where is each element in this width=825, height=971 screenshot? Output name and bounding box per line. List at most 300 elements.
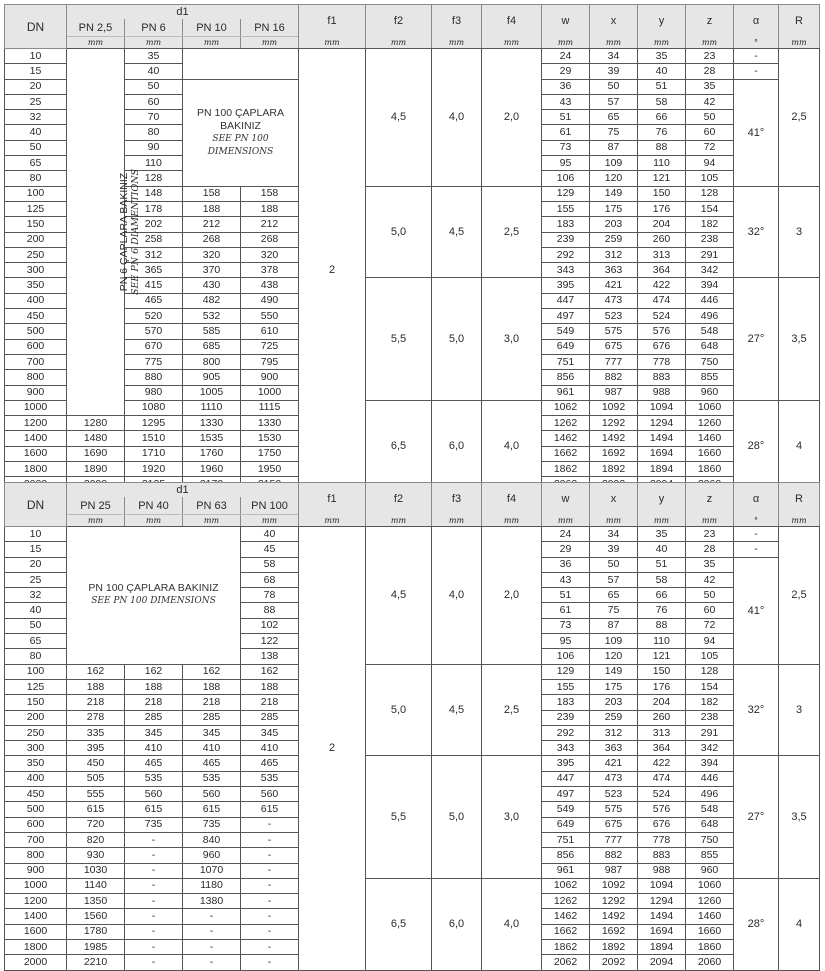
y-value: 676 [638,817,686,832]
y-value: 1694 [638,924,686,939]
d1-cell: - [241,924,299,939]
d1-cell: 202 [125,217,183,232]
unit-label: mm [241,515,299,527]
d1-cell: 1280 [67,416,125,431]
header-pn: PN 63 [183,497,241,515]
d1-cell: 615 [241,802,299,817]
z-value: 855 [686,848,734,863]
z-value: 960 [686,863,734,878]
dn-value: 250 [5,725,67,740]
x-value: 1292 [590,894,638,909]
unit-label: mm [638,37,686,49]
w-value: 1462 [542,909,590,924]
d1-cell: 570 [125,324,183,339]
dn-value: 350 [5,756,67,771]
header-f3: f3 [432,483,482,515]
alpha-value: 32° [734,664,779,756]
dn-value: 200 [5,710,67,725]
z-value: 182 [686,695,734,710]
unit-label: mm [542,515,590,527]
header-y: y [638,483,686,515]
x-value: 87 [590,618,638,633]
header-x: x [590,5,638,37]
dn-value: 2000 [5,955,67,970]
x-value: 39 [590,542,638,557]
note-text [118,169,142,295]
z-value: 154 [686,679,734,694]
header-f3: f3 [432,5,482,37]
header-pn: PN 25 [67,497,125,515]
d1-cell: 158 [183,186,241,201]
d1-cell: 905 [183,370,241,385]
x-value: 75 [590,603,638,618]
x-value: 1692 [590,446,638,461]
y-value: 676 [638,339,686,354]
w-value: 51 [542,110,590,125]
y-value: 40 [638,542,686,557]
d1-cell: 438 [241,278,299,293]
y-value: 988 [638,385,686,400]
f2-value: 5,5 [366,278,432,400]
y-value: 110 [638,156,686,171]
w-value: 51 [542,588,590,603]
d1-cell: 520 [125,309,183,324]
d1-cell: 450 [67,756,125,771]
d1-cell: 285 [241,710,299,725]
dn-value: 65 [5,156,67,171]
d1-cell: 410 [241,741,299,756]
d1-cell: 2210 [67,955,125,970]
z-value: 42 [686,94,734,109]
dn-value: 80 [5,171,67,186]
r-value: 3,5 [779,756,820,878]
d1-cell: - [125,863,183,878]
x-value: 987 [590,385,638,400]
f3-value: 4,5 [432,186,482,278]
note-english: SEE PN 6 DIAMENTIONS [130,168,142,295]
d1-cell: 80 [125,125,183,140]
w-value: 497 [542,787,590,802]
d1-cell: 535 [125,771,183,786]
d1-cell: 735 [125,817,183,832]
z-value: 182 [686,217,734,232]
d1-cell: 188 [125,679,183,694]
d1-cell: 60 [125,94,183,109]
d1-cell: 615 [67,802,125,817]
dn-value: 1800 [5,940,67,955]
d1-cell: 1690 [67,446,125,461]
w-value: 43 [542,94,590,109]
z-value: 105 [686,649,734,664]
unit-label: mm [432,37,482,49]
d1-cell: 1295 [125,416,183,431]
d1-cell: 535 [241,771,299,786]
dn-value: 32 [5,588,67,603]
header-f2: f2 [366,5,432,37]
d1-cell: 1535 [183,431,241,446]
header-z: z [686,5,734,37]
dn-value: 100 [5,186,67,201]
dn-value: 1200 [5,416,67,431]
y-value: 524 [638,309,686,324]
see-pn100-note [183,79,299,186]
header-f4: f4 [482,5,542,37]
w-value: 95 [542,634,590,649]
z-value: 446 [686,293,734,308]
w-value: 856 [542,370,590,385]
z-value: 42 [686,572,734,587]
y-value: 204 [638,695,686,710]
unit-label: mm [125,37,183,49]
x-value: 523 [590,309,638,324]
y-value: 260 [638,232,686,247]
unit-label: mm [432,515,482,527]
d1-cell: - [241,848,299,863]
x-value: 575 [590,802,638,817]
d1-cell: 1890 [67,462,125,477]
header-f1: f1 [299,5,366,37]
unit-label: mm [482,515,542,527]
f2-value: 5,0 [366,664,432,756]
x-value: 120 [590,171,638,186]
f3-value: 6,0 [432,400,482,492]
x-value: 203 [590,217,638,232]
z-value: 50 [686,110,734,125]
d1-cell: - [183,909,241,924]
y-value: 313 [638,725,686,740]
f4-value: 2,5 [482,186,542,278]
x-value: 65 [590,588,638,603]
z-value: 648 [686,339,734,354]
z-value: 855 [686,370,734,385]
w-value: 36 [542,79,590,94]
y-value: 121 [638,649,686,664]
x-value: 1692 [590,924,638,939]
x-value: 1892 [590,462,638,477]
unit-label: mm [686,515,734,527]
d1-cell: 560 [125,787,183,802]
d1-cell: 162 [67,664,125,679]
d1-cell: 560 [241,787,299,802]
d1-cell: 615 [183,802,241,817]
w-value: 292 [542,725,590,740]
unit-label: mm [590,515,638,527]
y-value: 778 [638,832,686,847]
d1-cell: 162 [241,664,299,679]
y-value: 204 [638,217,686,232]
d1-cell: 158 [241,186,299,201]
dn-value: 600 [5,817,67,832]
alpha-value: - [734,64,779,79]
z-value: 128 [686,664,734,679]
d1-cell: 278 [67,710,125,725]
header-f2: f2 [366,483,432,515]
d1-cell: 212 [183,217,241,232]
d1-cell: 122 [241,634,299,649]
d1-cell: 1330 [183,416,241,431]
w-value: 649 [542,817,590,832]
w-value: 24 [542,49,590,64]
z-value: 342 [686,741,734,756]
x-value: 882 [590,370,638,385]
d1-cell: 395 [67,741,125,756]
header-w: w [542,483,590,515]
x-value: 312 [590,725,638,740]
dn-value: 200 [5,232,67,247]
header-f4: f4 [482,483,542,515]
y-value: 121 [638,171,686,186]
d1-cell: 555 [67,787,125,802]
dn-value: 450 [5,787,67,802]
w-value: 1062 [542,878,590,893]
y-value: 176 [638,679,686,694]
x-value: 1492 [590,909,638,924]
d1-cell: 775 [125,354,183,369]
d1-cell: 430 [183,278,241,293]
d1-cell: 1710 [125,446,183,461]
d1-cell: 1760 [183,446,241,461]
d1-cell: 980 [125,385,183,400]
x-value: 363 [590,263,638,278]
dn-value: 1600 [5,446,67,461]
w-value: 961 [542,385,590,400]
x-value: 57 [590,572,638,587]
z-value: 35 [686,557,734,572]
f2-value: 6,5 [366,878,432,970]
y-value: 474 [638,293,686,308]
d1-cell: 1030 [67,863,125,878]
d1-cell: 218 [125,695,183,710]
dn-value: 15 [5,64,67,79]
y-value: 51 [638,557,686,572]
y-value: 2094 [638,955,686,970]
x-value: 75 [590,125,638,140]
dn-value: 500 [5,802,67,817]
w-value: 395 [542,278,590,293]
z-value: 394 [686,278,734,293]
y-value: 150 [638,186,686,201]
x-value: 1092 [590,400,638,415]
header-dn: DN [5,483,67,527]
dn-value: 10 [5,527,67,542]
y-value: 1894 [638,940,686,955]
header-d1: d1 [67,5,299,20]
d1-cell: - [125,940,183,955]
r-value: 2,5 [779,49,820,187]
f3-value: 5,0 [432,756,482,878]
d1-cell: 188 [183,679,241,694]
d1-cell: 725 [241,339,299,354]
y-value: 76 [638,603,686,618]
unit-label: mm [299,515,366,527]
w-value: 95 [542,156,590,171]
d1-cell: 335 [67,725,125,740]
d1-cell: 615 [125,802,183,817]
y-value: 1294 [638,416,686,431]
d1-cell: 585 [183,324,241,339]
w-value: 1662 [542,924,590,939]
w-value: 61 [542,125,590,140]
header-w: w [542,5,590,37]
d1-cell: 820 [67,832,125,847]
f2-value: 4,5 [366,527,432,665]
d1-cell: 110 [125,156,183,171]
d1-cell: 900 [241,370,299,385]
x-value: 50 [590,557,638,572]
d1-cell: 128 [125,171,183,186]
y-value: 66 [638,588,686,603]
dn-value: 1600 [5,924,67,939]
dn-value: 40 [5,603,67,618]
alpha-value: 27° [734,756,779,878]
d1-cell: - [183,955,241,970]
y-value: 1494 [638,909,686,924]
y-value: 988 [638,863,686,878]
y-value: 364 [638,263,686,278]
z-value: 1460 [686,431,734,446]
z-value: 23 [686,527,734,542]
w-value: 1862 [542,462,590,477]
z-value: 548 [686,324,734,339]
x-value: 777 [590,354,638,369]
y-value: 35 [638,527,686,542]
alpha-value: - [734,542,779,557]
alpha-value: 28° [734,400,779,492]
d1-cell: - [125,955,183,970]
header-pn: PN 10 [183,19,241,37]
alpha-value: 27° [734,278,779,400]
d1-cell: 1480 [67,431,125,446]
z-value: 960 [686,385,734,400]
d1-cell: - [241,817,299,832]
z-value: 1260 [686,894,734,909]
w-value: 497 [542,309,590,324]
r-value: 3,5 [779,278,820,400]
d1-cell: 268 [241,232,299,247]
d1-cell: 735 [183,817,241,832]
z-value: 50 [686,588,734,603]
d1-cell: 465 [125,756,183,771]
z-value: 94 [686,634,734,649]
x-value: 65 [590,110,638,125]
header-x: x [590,483,638,515]
x-value: 39 [590,64,638,79]
x-value: 987 [590,863,638,878]
unit-label: mm [779,515,820,527]
x-value: 523 [590,787,638,802]
f3-value: 6,0 [432,878,482,970]
x-value: 2092 [590,955,638,970]
x-value: 421 [590,278,638,293]
f3-value: 4,0 [432,49,482,187]
w-value: 155 [542,679,590,694]
d1-cell: 1140 [67,878,125,893]
table-row [5,49,820,64]
dn-value: 350 [5,278,67,293]
note-turkish: PN 6 ÇAPLARA BAKINIZ [118,172,131,291]
w-value: 29 [542,542,590,557]
y-value: 51 [638,79,686,94]
d1-cell: 1080 [125,400,183,415]
d1-cell: 188 [241,201,299,216]
alpha-value: 28° [734,878,779,970]
dn-value: 40 [5,125,67,140]
w-value: 1062 [542,400,590,415]
note-turkish: PN 100 ÇAPLARA BAKINIZ [197,106,284,132]
note-text [183,107,298,159]
dn-value: 1400 [5,909,67,924]
z-value: 750 [686,354,734,369]
header-d1: d1 [67,483,299,498]
w-value: 751 [542,832,590,847]
d1-cell: - [183,924,241,939]
d1-cell: 800 [183,354,241,369]
x-value: 777 [590,832,638,847]
d1-cell: 415 [125,278,183,293]
unit-label: mm [125,515,183,527]
dn-value: 800 [5,848,67,863]
z-value: 2060 [686,955,734,970]
x-value: 149 [590,664,638,679]
y-value: 1894 [638,462,686,477]
y-value: 364 [638,741,686,756]
dn-value: 1200 [5,894,67,909]
z-value: 1460 [686,909,734,924]
note-english: SEE PN 100 DIMENSIONS [207,133,274,157]
y-value: 88 [638,618,686,633]
y-value: 76 [638,125,686,140]
x-value: 473 [590,293,638,308]
d1-cell: 162 [125,664,183,679]
blank-cell [183,49,299,80]
d1-cell: 1510 [125,431,183,446]
d1-cell: 490 [241,293,299,308]
f3-value: 4,5 [432,664,482,756]
y-value: 1694 [638,446,686,461]
d1-cell: 1530 [241,431,299,446]
d1-cell: 312 [125,247,183,262]
z-value: 1660 [686,924,734,939]
x-value: 1892 [590,940,638,955]
dn-value: 80 [5,649,67,664]
x-value: 1492 [590,431,638,446]
x-value: 259 [590,710,638,725]
dn-value: 600 [5,339,67,354]
d1-cell: 218 [241,695,299,710]
table-row [5,527,820,542]
z-value: 496 [686,309,734,324]
d1-cell: 795 [241,354,299,369]
d1-cell: 1005 [183,385,241,400]
d1-cell: 58 [241,557,299,572]
y-value: 1094 [638,400,686,415]
d1-cell: - [241,909,299,924]
d1-cell: - [125,848,183,863]
header-pn: PN 40 [125,497,183,515]
d1-cell: 258 [125,232,183,247]
y-value: 422 [638,278,686,293]
y-value: 1094 [638,878,686,893]
header-pn: PN 100 [241,497,299,515]
z-value: 94 [686,156,734,171]
header-pn: PN 6 [125,19,183,37]
dimension-table-pn2-5-to-pn16 [4,4,820,493]
y-value: 35 [638,49,686,64]
d1-cell: 1950 [241,462,299,477]
w-value: 129 [542,186,590,201]
w-value: 856 [542,848,590,863]
w-value: 1662 [542,446,590,461]
